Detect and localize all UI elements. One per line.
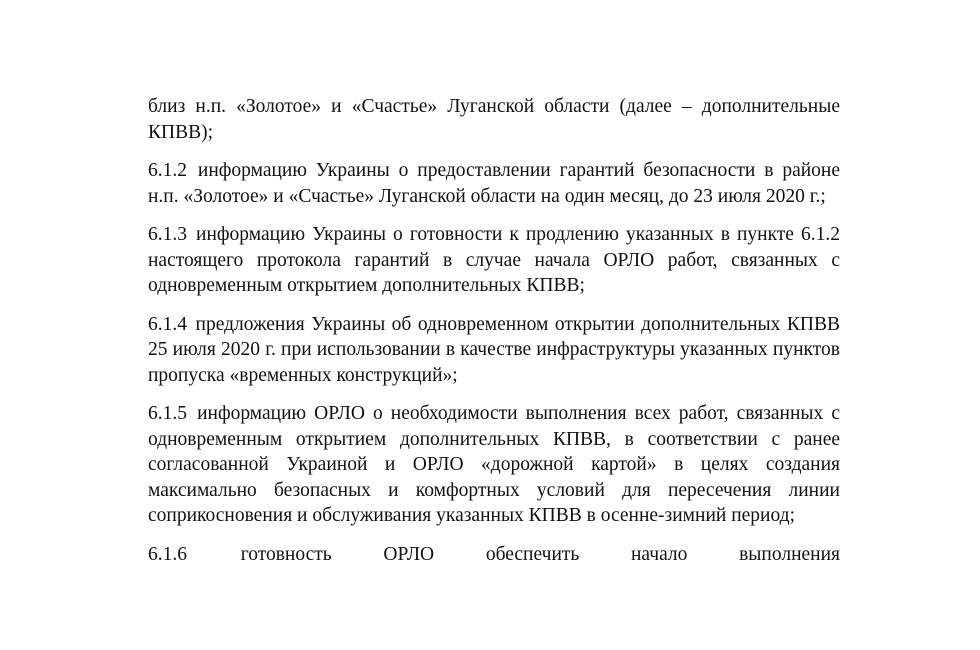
paragraph-6-1-3 bbox=[148, 222, 840, 299]
document-body bbox=[148, 94, 840, 580]
paragraph-number: 6.1.2 bbox=[148, 160, 187, 181]
paragraph-text: информацию Украины о готовности к продлению указанных в пункте 6.1.2 настоящего протокола гарантий в случае начала ОРЛО работ, связанных с одновременным открытием дополнительных КПВВ; bbox=[148, 224, 840, 296]
paragraph-number: 6.1.5 bbox=[148, 403, 187, 424]
paragraph-text: предложения Украины об одновременном открытии дополнительных КПВВ 25 июля 2020 г. при использовании в качестве инфраструктуры указанных пунктов пропуска «временных конструкций»; bbox=[148, 313, 840, 386]
paragraph-6-1-1-continuation bbox=[148, 94, 840, 145]
paragraph-number: 6.1.6 bbox=[148, 543, 187, 565]
paragraph-text: близ н.п. «Золотое» и «Счастье» Луганской области (далее – дополнительные КПВВ); bbox=[148, 96, 840, 143]
paragraph-text: готовность ОРЛО обеспечить начало выполнения bbox=[240, 543, 840, 565]
paragraph-number: 6.1.4 bbox=[148, 313, 187, 335]
paragraph-6-1-5 bbox=[148, 401, 840, 529]
paragraph-text: информацию Украины о предоставлении гарантий безопасности в районе н.п. «Золотое» и «Счастье» Луганской области на один месяц, до 23 июля 2020 г.; bbox=[148, 160, 841, 207]
paragraph-6-1-6 bbox=[148, 542, 840, 568]
paragraph-text: информацию ОРЛО о необходимости выполнения всех работ, связанных с одновременным открытием дополнительных КПВВ, в соответствии с ранее согласованной Украиной и ОРЛО «дорожной картой» в целях создания максимально безопасных и комфортных условий для пересечения линии соприкосновения и обслуживания указанных КПВВ в осенне-зимний период; bbox=[148, 403, 841, 526]
paragraph-6-1-2 bbox=[148, 158, 840, 209]
paragraph-number: 6.1.3 bbox=[148, 224, 187, 245]
paragraph-6-1-4 bbox=[148, 312, 840, 389]
